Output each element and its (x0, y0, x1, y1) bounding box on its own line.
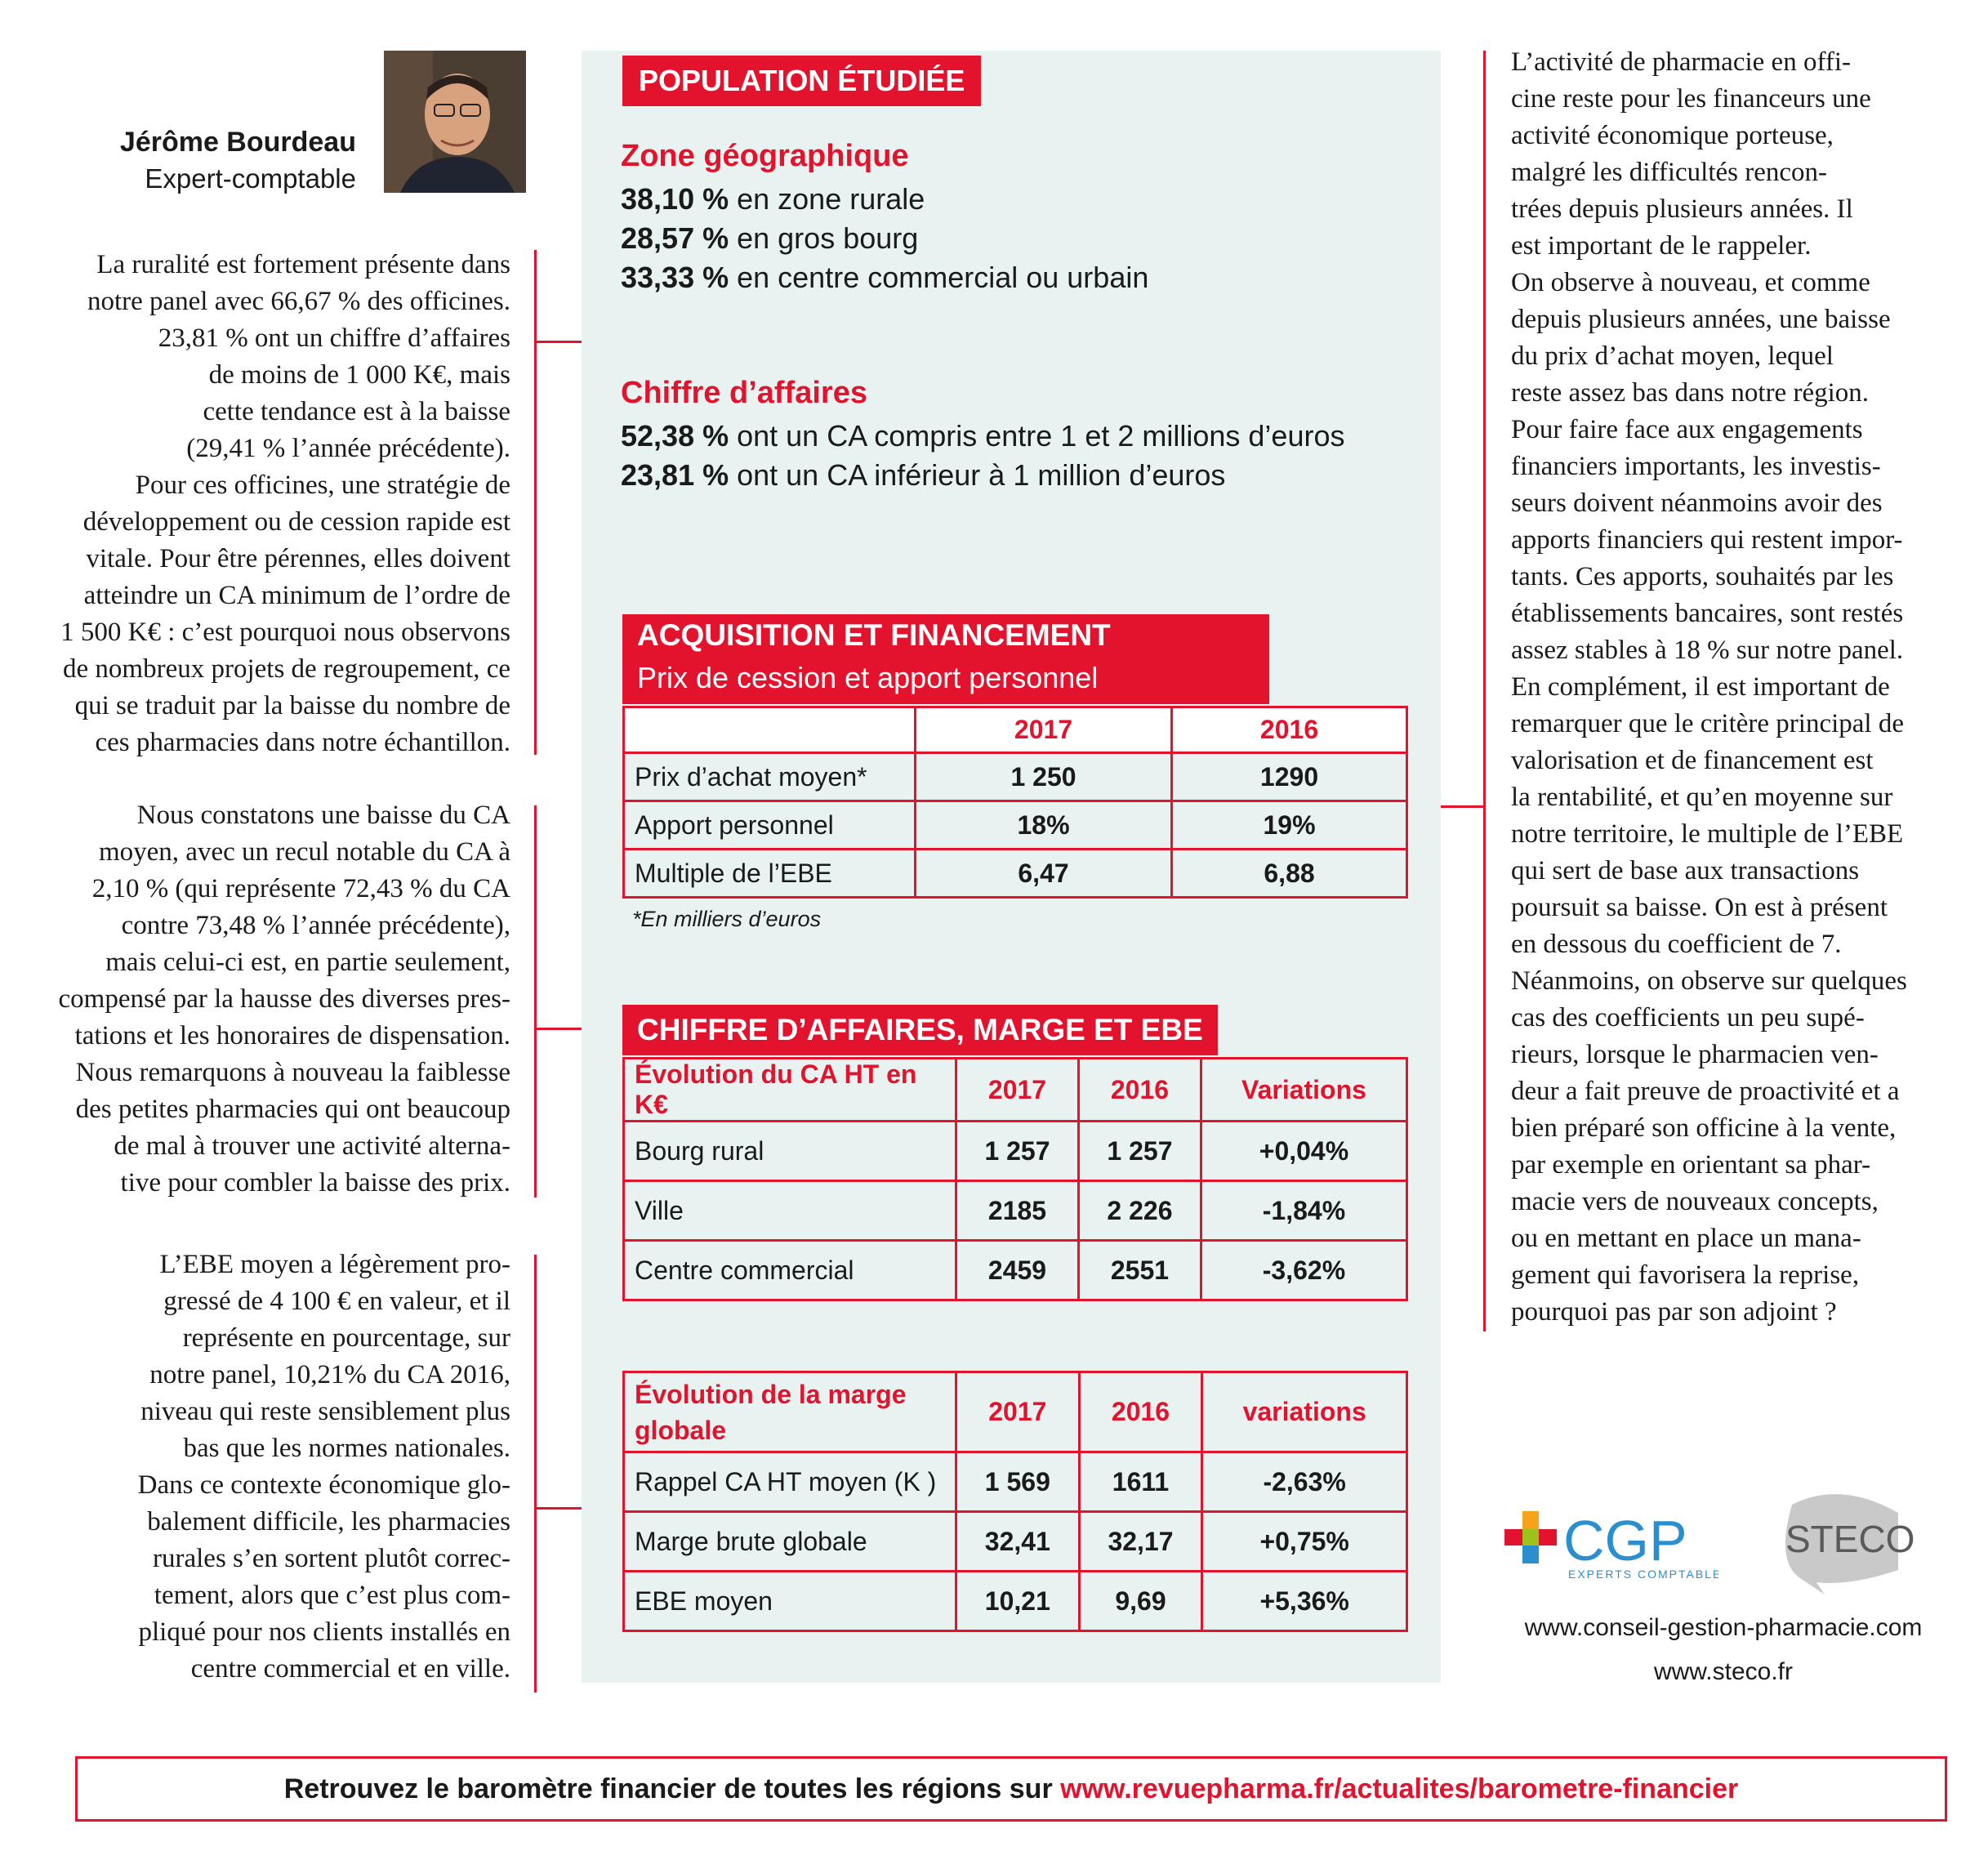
table-header-row (624, 1372, 1407, 1452)
left-paragraph-ebe: L’EBE moyen a légèrement pro- gressé de 4 100 € en valeur, et il représente en pourcentage, sur notre panel, 10,21% du CA 2016, niveau qui reste sensiblement plus bas que les normes nationales. Dans ce contexte économique glo- balement difficile, les pharmacies rurales s’en sortent plutôt correc- tement, alors que c’est plus com- pliqué pour nos clients installés en centre commercial et en ville. (137, 1250, 510, 1684)
table-header-cell: 2017 (956, 1372, 1080, 1452)
left-bracket-connector (534, 1028, 582, 1030)
table-cell: 32,41 (956, 1512, 1080, 1572)
acquisition-table (622, 706, 1408, 899)
table-cell: -3,62% (1201, 1241, 1406, 1300)
table-cell: 6,47 (916, 850, 1172, 898)
table-cell: 6,88 (1172, 850, 1407, 898)
table-cell: EBE moyen (624, 1572, 956, 1631)
acquisition-note: *En milliers d’euros (632, 907, 822, 931)
acquisition-tag (622, 614, 1269, 704)
table-header-cell: 2016 (1172, 707, 1407, 753)
svg-text:STECO: STECO (1785, 1518, 1914, 1560)
table-header-cell (624, 707, 916, 753)
table-cell: Bourg rural (624, 1122, 956, 1181)
table-row (624, 1452, 1407, 1512)
banner-link[interactable]: www.revuepharma.fr/actualites/barometre-financier (1060, 1773, 1739, 1804)
table-cell: Marge brute globale (624, 1512, 956, 1572)
ca-line: 52,38 % ont un CA compris entre 1 et 2 millions d’euros (621, 419, 1345, 453)
table-header-cell: Évolution de la marge globale (624, 1372, 956, 1452)
table-cell: 1 569 (956, 1452, 1080, 1512)
table-cell: 19% (1172, 801, 1407, 850)
svg-text:EXPERTS COMPTABLES: EXPERTS COMPTABLES (1568, 1568, 1718, 1581)
table-header-cell: 2017 (916, 707, 1172, 753)
table-cell: +0,04% (1201, 1122, 1406, 1181)
steco-logo (1767, 1488, 1914, 1595)
population-tag: POPULATION ÉTUDIÉE (622, 56, 981, 106)
table-cell: 9,69 (1079, 1572, 1202, 1631)
author-role: Expert-comptable (145, 163, 356, 194)
table-cell: Multiple de l’EBE (624, 850, 916, 898)
ca-table (622, 1057, 1408, 1301)
table-row (624, 1181, 1407, 1241)
acquisition-title: ACQUISITION ET FINANCEMENT (637, 618, 1111, 652)
right-bracket-line (1483, 51, 1486, 1331)
left-bracket-connector (534, 341, 582, 343)
table-cell: 1290 (1172, 753, 1407, 801)
table-cell: 1 250 (916, 753, 1172, 801)
ca-title: Chiffre d’affaires (621, 376, 867, 410)
table-header-row (624, 1059, 1407, 1122)
left-bracket-line (534, 1255, 537, 1693)
table-cell: Ville (624, 1181, 956, 1241)
website-link-cgp[interactable]: www.conseil-gestion-pharmacie.com (1524, 1614, 1923, 1641)
zone-line: 38,10 % en zone rurale (621, 182, 925, 216)
table-cell: -2,63% (1202, 1452, 1407, 1512)
table-cell: Prix d’achat moyen* (624, 753, 916, 801)
acquisition-subtitle: Prix de cession et apport personnel (637, 661, 1099, 694)
left-bracket-line (534, 250, 537, 755)
table-header-cell: Évolution du CA HT en K€ (624, 1059, 956, 1122)
zone-line: 28,57 % en gros bourg (621, 221, 919, 255)
table-cell: 1 257 (1078, 1122, 1201, 1181)
cgp-logo (1504, 1496, 1718, 1586)
table-row (624, 1512, 1407, 1572)
author-photo (384, 51, 526, 193)
website-link-steco[interactable]: www.steco.fr (1653, 1658, 1794, 1685)
table-cell: 2185 (956, 1181, 1079, 1241)
right-paragraph: L’activité de pharmacie en offi- cine reste pour les financeurs une activité économique porteuse, malgré les difficultés rencon- trées depuis plusieurs années. Il est important de le rappeler. On observe à nouveau, et comme depuis plusieurs années, une baisse du prix d’achat moyen, lequel reste assez bas dans notre région. Pour faire face aux engagements financiers importants, les investis- seurs doivent néanmoins avoir des apports financiers qui restent impor- tants. Ces apports, souhaités par les établissements bancaires, sont restés assez stables à 18 % sur notre panel. En complément, il est important de remarquer que le critère principal de valorisation et de financement est la rentabilité, et qu’en moyenne sur notre territoire, le multiple de l’EBE qui sert de base aux transactions poursuit sa baisse. On est à présent en dessous du coefficient de 7. Néanmoins, on observe sur quelques cas des coefficients un peu supé- rieurs, lorsque le pharmacien ven- deur a fait preuve de proactivité et a bien préparé son officine à la vente, par exemple en orientant sa phar- macie vers de nouveaux concepts, ou en mettant en place un mana- gement qui favorisera la reprise, pourquoi pas par son adjoint ? (1511, 47, 1907, 1327)
author-name: Jérôme Bourdeau (119, 127, 356, 158)
table-cell: +5,36% (1202, 1572, 1407, 1631)
ca-line: 23,81 % ont un CA inférieur à 1 million d’euros (621, 458, 1226, 492)
left-paragraph-ca: Nous constatons une baisse du CA moyen, avec un recul notable du CA à 2,10 % (qui représente 72,43 % du CA contre 73,48 % l’année précédente), mais celui-ci est, en partie seulement, compensé par la hausse des diverses pres- tations et les honoraires de dispensation. Nous remarquons à nouveau la faiblesse des petites pharmacies qui ont beaucoup de mal à trouver une activité alterna- tive pour combler la baisse des prix. (58, 801, 510, 1198)
zone-title: Zone géographique (621, 139, 909, 173)
table-cell: Centre commercial (624, 1241, 956, 1300)
table-cell: 2459 (956, 1241, 1079, 1300)
table-row (624, 801, 1407, 850)
table-cell: -1,84% (1201, 1181, 1406, 1241)
ca-table-tag: CHIFFRE D’AFFAIRES, MARGE ET EBE (622, 1005, 1218, 1055)
table-header-cell: variations (1202, 1372, 1407, 1452)
table-cell: 2 226 (1078, 1181, 1201, 1241)
table-cell: 32,17 (1079, 1512, 1202, 1572)
bottom-banner (75, 1756, 1947, 1822)
svg-text:CGP: CGP (1563, 1509, 1687, 1572)
table-header-cell: 2016 (1078, 1059, 1201, 1122)
zone-line: 33,33 % en centre commercial ou urbain (621, 261, 1149, 294)
marge-table (622, 1371, 1408, 1632)
left-bracket-line (534, 805, 537, 1198)
right-bracket-connector (1441, 805, 1485, 808)
table-cell: 2551 (1078, 1241, 1201, 1300)
banner-text: Retrouvez le baromètre financier de toutes les régions sur (283, 1773, 1061, 1804)
left-paragraph-ruralite: La ruralité est fortement présente dans notre panel avec 66,67 % des officines. 23,81 % ont un chiffre d’affaires de moins de 1 000 K€, mais cette tendance est à la baisse (29,41 % l’année précédente). Pour ces officines, une stratégie de développement ou de cession rapide est vitale. Pour être pérennes, elles doivent atteindre un CA minimum de l’ordre de 1 500 K€ : c’est pourquoi nous observons de nombreux projets de regroupement, ce qui se traduit par la baisse du nombre de ces pharmacies dans notre échantillon. (60, 250, 510, 757)
left-bracket-connector (534, 1507, 582, 1510)
table-cell: 1611 (1079, 1452, 1202, 1512)
table-cell: 18% (916, 801, 1172, 850)
table-row (624, 850, 1407, 898)
table-header-cell: 2016 (1079, 1372, 1202, 1452)
table-row (624, 753, 1407, 801)
table-cell: Rappel CA HT moyen (K ) (624, 1452, 956, 1512)
table-cell: 10,21 (956, 1572, 1080, 1631)
table-header-row (624, 707, 1407, 753)
table-header-cell: Variations (1201, 1059, 1406, 1122)
table-cell: 1 257 (956, 1122, 1079, 1181)
table-cell: Apport personnel (624, 801, 916, 850)
table-cell: +0,75% (1202, 1512, 1407, 1572)
table-row (624, 1572, 1407, 1631)
table-header-cell: 2017 (956, 1059, 1079, 1122)
table-row (624, 1122, 1407, 1181)
table-row (624, 1241, 1407, 1300)
